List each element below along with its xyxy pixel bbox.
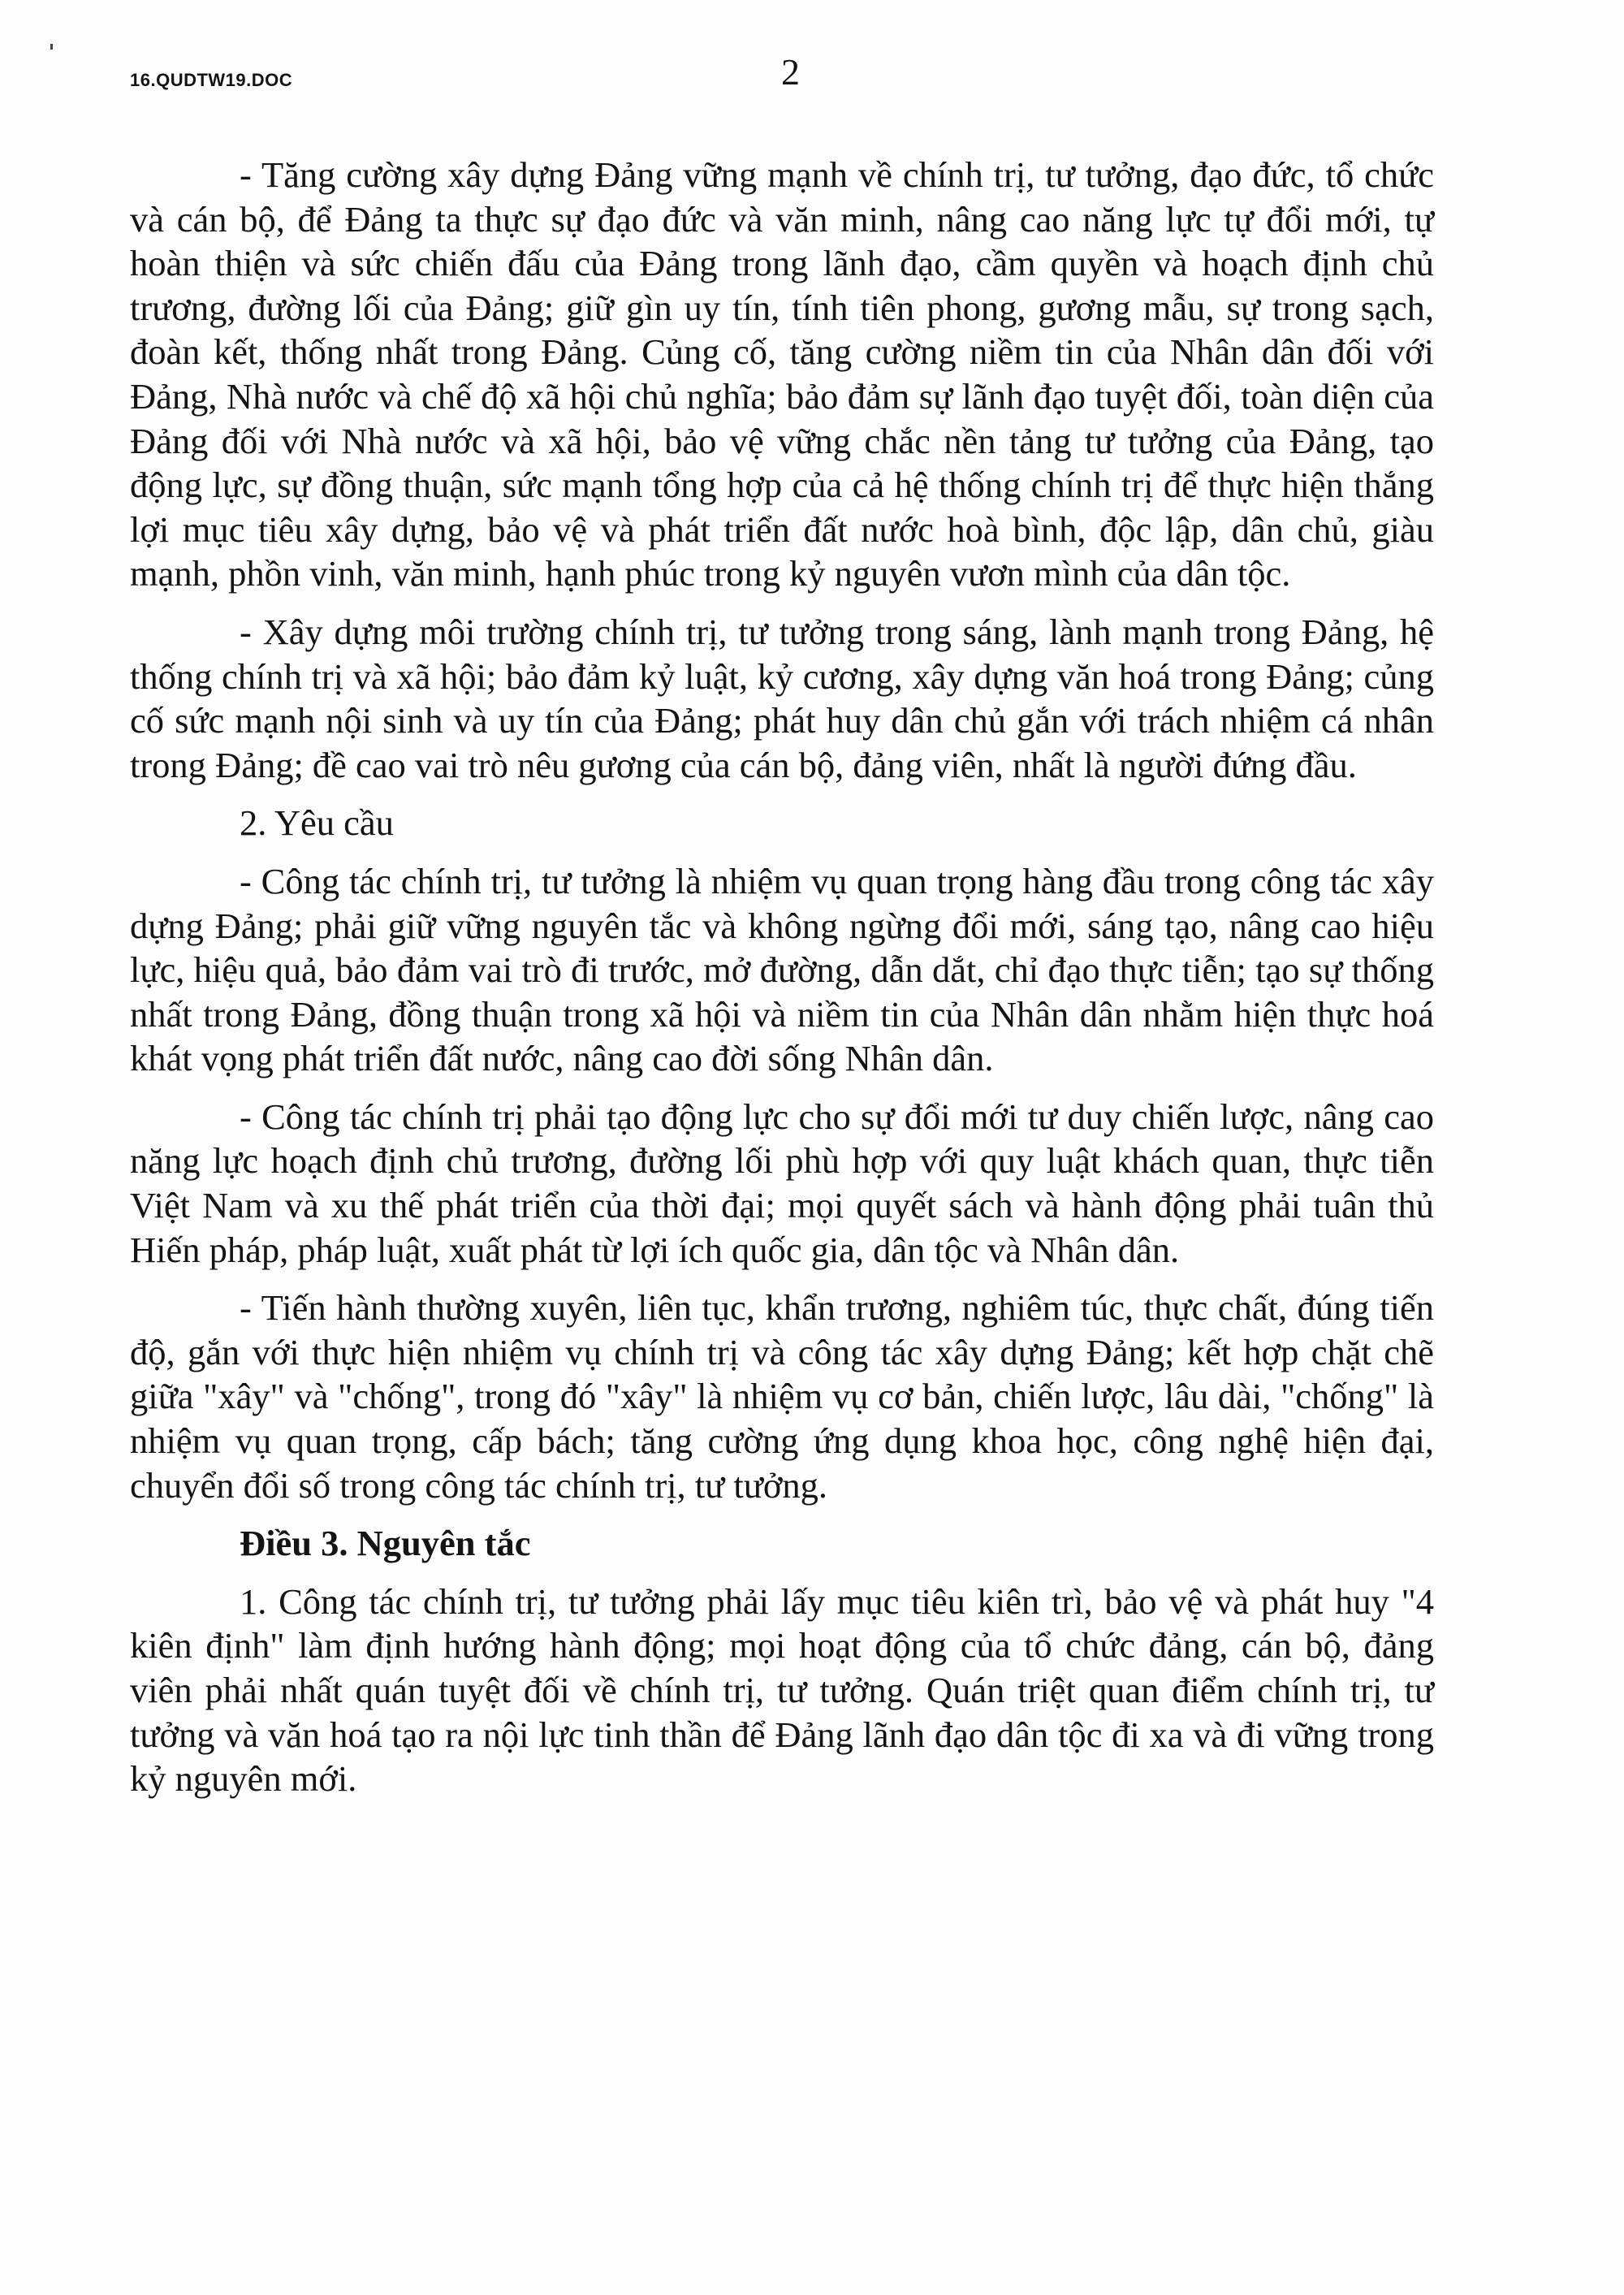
- paragraph-requirement-1: - Công tác chính trị, tư tưởng là nhiệm vụ quan trọng hàng đầu trong công tác xây dựng Đảng; phải giữ vững nguyên tắc và không ngừng đổi mới, sáng tạo, nâng cao hiệu lực, hiệu quả, bảo đảm vai trò đi trước, mở đường, dẫn dắt, chỉ đạo thực tiễn; tạo sự thống nhất trong Đảng, đồng thuận trong xã hội và niềm tin của Nhân dân nhằm hiện thực hoá khát vọng phát triển đất nước, nâng cao đời sống Nhân dân.: [130, 860, 1434, 1079]
- article-heading: Điều 3. Nguyên tắc: [240, 1523, 531, 1564]
- paragraph-strengthen-party: - Tăng cường xây dựng Đảng vững mạnh về chính trị, tư tưởng, đạo đức, tổ chức và cán bộ, để Đảng ta thực sự đạo đức và văn minh, nâng cao năng lực tự đổi mới, tự hoàn thiện và sức chiến đấu của Đảng trong lãnh đạo, cầm quyền và hoạch định chủ trương, đường lối của Đảng; giữ gìn uy tín, tính tiên phong, gương mẫu, sự trong sạch, đoàn kết, thống nhất trong Đảng. Củng cố, tăng cường niềm tin của Nhân dân đối với Đảng, Nhà nước và chế độ xã hội chủ nghĩa; bảo đảm sự lãnh đạo tuyệt đối, toàn diện của Đảng đối với Nhà nước và xã hội, bảo vệ vững chắc nền tảng tư tưởng của Đảng, tạo động lực, sự đồng thuận, sức mạnh tổng hợp của cả hệ thống chính trị để thực hiện thắng lợi mục tiêu xây dựng, bảo vệ và phát triển đất nước hoà bình, độc lập, dân chủ, giàu mạnh, phồn vinh, văn minh, hạnh phúc trong kỷ nguyên vươn mình của dân tộc.: [130, 154, 1434, 594]
- file-code: 16.QUDTW19.DOC: [130, 70, 293, 90]
- section-heading-requirements: 2. Yêu cầu: [240, 802, 394, 844]
- scan-mark: [50, 44, 53, 50]
- paragraph-requirement-2: - Công tác chính trị phải tạo động lực cho sự đổi mới tư duy chiến lược, nâng cao năng lực hoạch định chủ trương, đường lối phù hợp với quy luật khách quan, thực tiễn Việt Nam và xu thế phát triển của thời đại; mọi quyết sách và hành động phải tuân thủ Hiến pháp, pháp luật, xuất phát từ lợi ích quốc gia, dân tộc và Nhân dân.: [130, 1096, 1434, 1270]
- document-body: [130, 153, 1434, 1815]
- paragraph-requirement-3: - Tiến hành thường xuyên, liên tục, khẩn trương, nghiêm túc, thực chất, đúng tiến độ, gắn với thực hiện nhiệm vụ chính trị và công tác xây dựng Đảng; kết hợp chặt chẽ giữa "xây" và "chống", trong đó "xây" là nhiệm vụ cơ bản, chiến lược, lâu dài, "chống" là nhiệm vụ quan trọng, cấp bách; tăng cường ứng dụng khoa học, công nghệ hiện đại, chuyển đổi số trong công tác chính trị, tư tưởng.: [130, 1287, 1434, 1506]
- page-number: 2: [781, 51, 800, 93]
- paragraph-political-environment: - Xây dựng môi trường chính trị, tư tưởng trong sáng, lành mạnh trong Đảng, hệ thống chính trị và xã hội; bảo đảm kỷ luật, kỷ cương, xây dựng văn hoá trong Đảng; củng cố sức mạnh nội sinh và uy tín của Đảng; phát huy dân chủ gắn với trách nhiệm cá nhân trong Đảng; đề cao vai trò nêu gương của cán bộ, đảng viên, nhất là người đứng đầu.: [130, 611, 1434, 785]
- paragraph-principle-1: 1. Công tác chính trị, tư tưởng phải lấy mục tiêu kiên trì, bảo vệ và phát huy "4 kiên định" làm định hướng hành động; mọi hoạt động của tổ chức đảng, cán bộ, đảng viên phải nhất quán tuyệt đối về chính trị, tư tưởng. Quán triệt quan điểm chính trị, tư tưởng và văn hoá tạo ra nội lực tinh thần để Đảng lãnh đạo dân tộc đi xa và đi vững trong kỷ nguyên mới.: [130, 1580, 1434, 1800]
